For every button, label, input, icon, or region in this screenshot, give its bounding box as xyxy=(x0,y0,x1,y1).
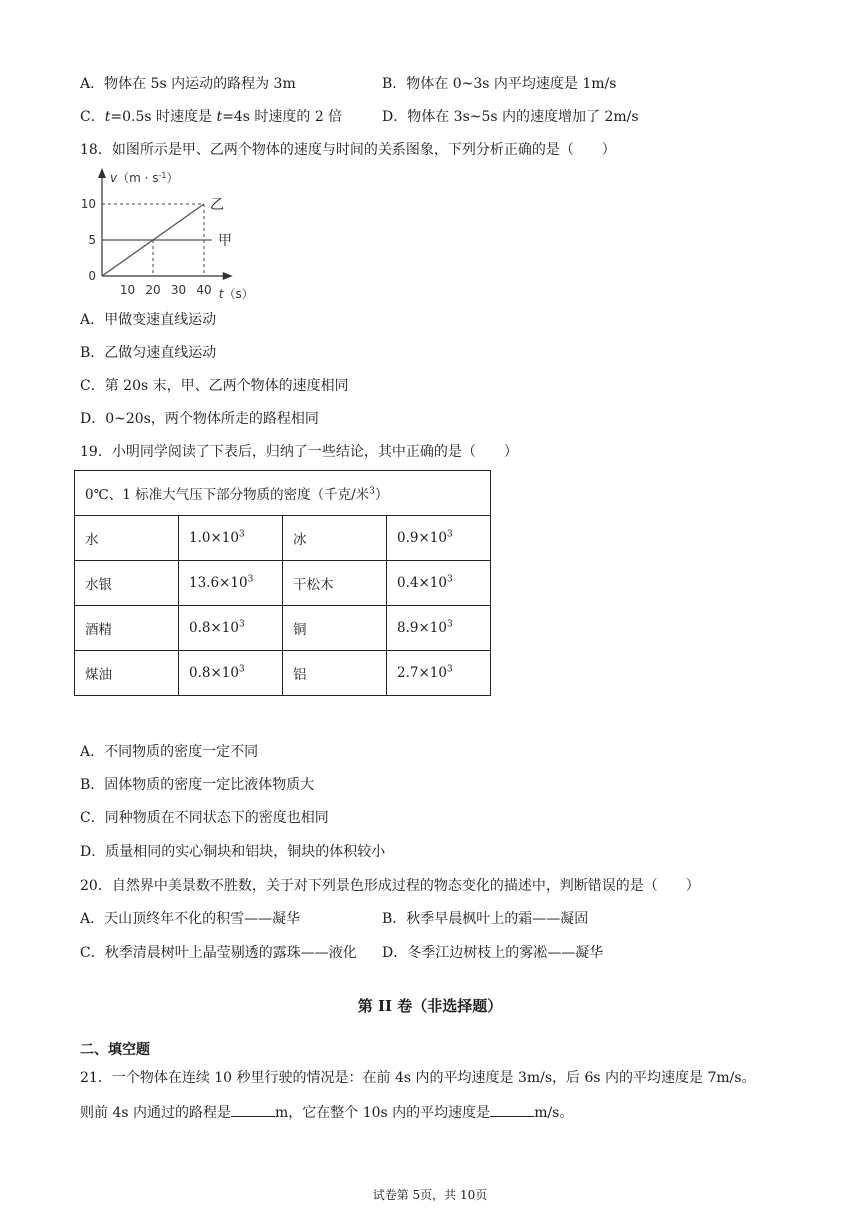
density-value: $0.8\times 10^3$ xyxy=(179,651,283,696)
section-heading: 二、填空题 xyxy=(80,1042,150,1058)
density-value: $1.0\times 10^3$ xyxy=(179,516,283,561)
q21-line2: 则前 4s 内通过的路程是 m，它在整个 10s 内的平均速度是 m/s。 xyxy=(80,1102,573,1123)
substance-name: 煤油 xyxy=(75,651,179,696)
q18-option-c: C．第 20s 末，甲、乙两个物体的速度相同 xyxy=(80,378,349,394)
q17-option-a: A．物体在 5s 内运动的路程为 3m xyxy=(80,76,296,92)
section-title: 第 II 卷（非选择题） xyxy=(357,997,503,1015)
q18-option-b: B．乙做匀速直线运动 xyxy=(80,345,217,361)
table-row xyxy=(75,651,491,696)
series-label: 甲 xyxy=(218,233,232,249)
x-axis-arrow xyxy=(223,272,233,280)
q18-option-a: A．甲做变速直线运动 xyxy=(80,312,217,328)
substance-name: 铝 xyxy=(283,651,387,696)
x-tick-label: 10 xyxy=(119,283,136,297)
q19-option-c: C．同种物质在不同状态下的密度也相同 xyxy=(80,810,329,826)
density-value: $2.7\times 10^3$ xyxy=(387,651,491,696)
x-tick-label: 20 xyxy=(145,283,161,297)
q17-option-b: B．物体在 0~3s 内平均速度是 1m/s xyxy=(382,76,617,92)
q21-line1: 21．一个物体在连续 10 秒里行驶的情况是：在前 4s 内的平均速度是 3m/s，后 6s 内的平均速度是 7m/s。 xyxy=(80,1070,756,1086)
q19-option-d: D．质量相同的实心铜块和铝块，铜块的体积较小 xyxy=(80,844,386,860)
substance-name: 水银 xyxy=(75,561,179,606)
density-value: $0.8\times 10^3$ xyxy=(179,606,283,651)
y-tick-label: 5 xyxy=(88,233,96,247)
q17-option-d: D．物体在 3s~5s 内的速度增加了 2m/s xyxy=(382,109,639,125)
q18-stem: 18．如图所示是甲、乙两个物体的速度与时间的关系图象，下列分析正确的是（ ） xyxy=(80,142,616,158)
substance-name: 铜 xyxy=(283,606,387,651)
density-value: $0.4\times 10^3$ xyxy=(387,561,491,606)
y-axis-arrow xyxy=(98,168,106,178)
substance-name: 干松木 xyxy=(283,561,387,606)
table-row xyxy=(75,561,491,606)
q20-option-d: D．冬季江边树枝上的雾凇——凝华 xyxy=(382,945,604,961)
q19-option-a: A．不同物质的密度一定不同 xyxy=(80,744,259,760)
page-footer: 试卷第 5页，共 10页 xyxy=(372,1188,488,1202)
answer-blank[interactable] xyxy=(490,1102,534,1117)
velocity-time-chart xyxy=(80,166,264,302)
x-tick-label: 40 xyxy=(196,283,212,297)
x-tick-label: 30 xyxy=(170,283,187,297)
q20-stem: 20．自然界中美景数不胜数，关于对下列景色形成过程的物态变化的描述中，判断错误的是（ ） xyxy=(80,878,700,894)
density-value: $8.9\times 10^3$ xyxy=(387,606,491,651)
density-table xyxy=(74,470,491,696)
answer-blank[interactable] xyxy=(231,1102,275,1117)
table-row xyxy=(75,606,491,651)
q18-option-d: D．0~20s，两个物体所走的路程相同 xyxy=(80,411,319,427)
q20-option-a: A．天山顶终年不化的积雪——凝华 xyxy=(80,911,301,927)
table-row xyxy=(75,516,491,561)
density-value: $0.9\times 10^3$ xyxy=(387,516,491,561)
q20-option-c: C．秋季清晨树叶上晶莹剔透的露珠——液化 xyxy=(80,945,357,961)
y-axis-label: $v(m \cdot s^{-1})$ xyxy=(110,171,179,185)
x-axis-label: t（s） xyxy=(218,287,254,301)
series-label: 乙 xyxy=(210,197,224,213)
q19-stem: 19．小明同学阅读了下表后，归纳了一些结论，其中正确的是（ ） xyxy=(80,444,518,460)
substance-name: 水 xyxy=(75,516,179,561)
substance-name: 冰 xyxy=(283,516,387,561)
density-table-title: 0℃、1 标准大气压下部分物质的密度（千克/米$^3$） xyxy=(75,471,491,516)
substance-name: 酒精 xyxy=(75,606,179,651)
y-tick-label: 10 xyxy=(80,197,96,211)
q19-option-b: B．固体物质的密度一定比液体物质大 xyxy=(80,777,315,793)
density-value: $13.6\times 10^3$ xyxy=(179,561,283,606)
q17-option-c: C．t=0.5s 时速度是 t=4s 时速度的 2 倍 xyxy=(80,109,343,125)
q20-option-b: B．秋季早晨枫叶上的霜——凝固 xyxy=(382,911,589,927)
y-tick-label: 0 xyxy=(88,269,96,283)
